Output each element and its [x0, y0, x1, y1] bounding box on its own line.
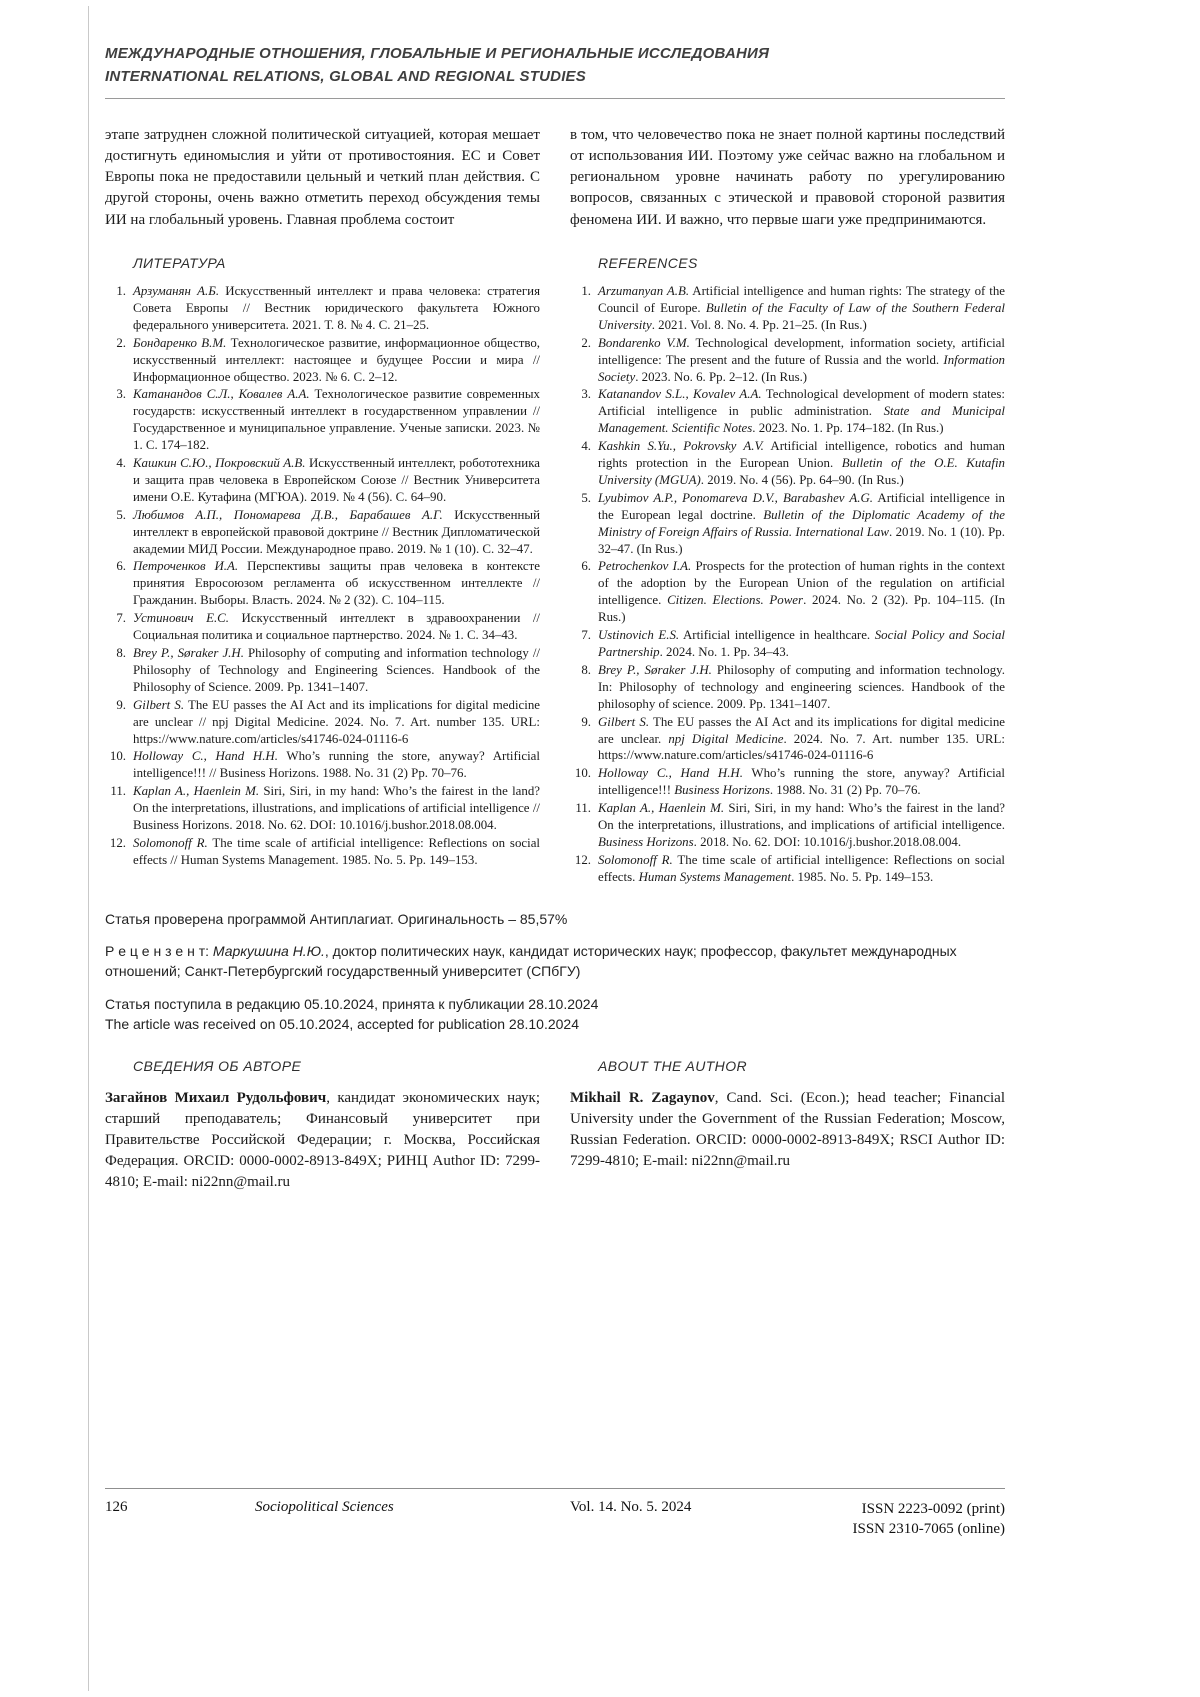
reference-item	[570, 283, 1005, 334]
literature-item	[105, 748, 540, 782]
item-plain-segment: Who’s running the store, anyway? Artificial intelligence!!!	[598, 766, 1005, 798]
reference-item	[570, 335, 1005, 386]
left-column	[105, 125, 540, 887]
item-number: 10.	[109, 749, 126, 764]
item-italic-segment: Bulletin of the Faculty of Law of the Southern Federal University	[598, 300, 1005, 332]
journal-title: Sociopolitical Sciences	[255, 1499, 394, 1515]
references-heading: REFERENCES	[598, 254, 698, 271]
item-plain-segment: Prospects for the protection of human rights in the context of the adoption by the European Union of the regulation on artificial intelligence.	[598, 559, 1005, 608]
item-number: 9.	[581, 714, 591, 729]
reference-item	[570, 852, 1005, 886]
item-plain-segment: . 2024. No. 1. Pp. 34–43.	[659, 645, 789, 660]
item-italic-segment: Arzumanyan A.B.	[598, 283, 690, 298]
reviewer-name: Маркушина Н.Ю.	[212, 943, 325, 959]
antiplagiat-note: Статья проверена программой Антиплагиат. Оригинальность – 85,57%	[105, 910, 568, 927]
item-italic-segment: Kashkin S.Yu., Pokrovsky A.V.	[598, 439, 764, 454]
item-plain-segment: . 2024. No. 2 (32). Pp. 104–115. (In Rus.)	[598, 593, 1006, 625]
item-number: 6.	[581, 559, 591, 574]
item-plain-segment: Artificial intelligence in the European legal doctrine.	[598, 490, 1005, 522]
literature-item	[105, 610, 540, 644]
item-number: 4.	[581, 439, 591, 454]
left-margin-rule	[88, 6, 89, 1691]
item-text	[133, 283, 540, 334]
item-number: 1.	[116, 283, 126, 298]
running-head	[105, 0, 1005, 99]
item-italic-segment: Brey P., Søraker J.H.	[133, 646, 244, 661]
item-italic-segment: npj Digital Medicine	[668, 731, 784, 746]
item-italic-segment: Kaplan A., Haenlein M.	[598, 801, 725, 816]
literature-heading: ЛИТЕРАТУРА	[133, 254, 226, 271]
item-text	[133, 697, 540, 748]
literature-item	[105, 558, 540, 609]
item-text	[598, 386, 1005, 437]
item-number: 4.	[116, 456, 126, 471]
item-number: 10.	[574, 766, 591, 781]
author-heading-en: ABOUT THE AUTHOR	[598, 1058, 747, 1075]
item-number: 12.	[574, 852, 591, 867]
item-number: 9.	[116, 697, 126, 712]
item-text	[598, 627, 1005, 661]
author-info-ru	[105, 1088, 540, 1193]
item-plain-segment: Artificial intelligence in healthcare.	[679, 628, 875, 643]
literature-item	[105, 507, 540, 558]
item-number: 7.	[116, 611, 126, 626]
item-italic-segment: Social Policy and Social Partnership	[598, 628, 1006, 660]
item-italic-segment: Information Society	[598, 352, 1005, 384]
item-plain-segment: . 2023. No. 6. Pp. 2–12. (In Rus.)	[635, 369, 808, 384]
item-italic-segment: Bulletin of the Diplomatic Academy of the Ministry of Foreign Affairs of Russia. International Law	[598, 507, 1005, 539]
item-number: 3.	[116, 387, 126, 402]
item-italic-segment: Lyubimov A.P., Ponomareva D.V., Barabashev A.G.	[598, 490, 874, 505]
item-italic-segment: Устинович Е.С.	[133, 611, 229, 626]
literature-item	[105, 386, 540, 454]
item-plain-segment: Who’s running the store, anyway? Artificial intelligence!!! // Business Horizons. 1988. No. 31 (2) Pp. 70–76.	[133, 749, 540, 781]
author-section	[105, 1058, 1005, 1193]
volume-info: Vol. 14. No. 5. 2024	[570, 1499, 692, 1515]
issn-block	[853, 1499, 1006, 1540]
item-plain-segment: The time scale of artificial intelligence: Reflections on social effects // Human Systems Management. 1985. No. 5. Pp. 149–153.	[133, 835, 540, 867]
item-italic-segment: Business Horizons	[674, 783, 770, 798]
content-area	[105, 0, 1005, 1193]
item-italic-segment: Gilbert S.	[133, 697, 185, 712]
item-text	[598, 800, 1005, 851]
literature-item	[105, 335, 540, 386]
item-plain-segment: Artificial intelligence and human rights: The strategy of the Council of Europe.	[598, 283, 1005, 315]
item-text	[133, 558, 540, 609]
item-plain-segment: Перспективы защиты прав человека в контексте принятия Евросоюзом регламента об искусственном интеллекте // Гражданин. Выборы. Власть. 2024. № 2 (32). С. 104–115.	[133, 559, 540, 608]
page-number: 126	[105, 1499, 128, 1515]
item-italic-segment: Ustinovich E.S.	[598, 628, 680, 643]
item-text	[133, 783, 540, 834]
item-italic-segment: Bondarenko V.M.	[598, 335, 690, 350]
item-text	[133, 455, 540, 506]
item-number: 12.	[109, 835, 126, 850]
footer-row	[105, 1499, 1005, 1540]
reference-item	[570, 558, 1005, 626]
reference-item	[570, 800, 1005, 851]
item-number: 8.	[116, 646, 126, 661]
item-plain-segment: Philosophy of computing and information technology // Philosophy of Technology and Engineering Sciences. Handbook of the Philosophy of Science. 2009. Pp. 1341–1407.	[133, 646, 540, 694]
item-plain-segment: The EU passes the AI Act and its implications for digital medicine are unclear.	[598, 714, 1005, 746]
author-name-en: Mikhail R. Zagaynov	[570, 1090, 715, 1107]
item-plain-segment: . 1988. No. 31 (2) Pp. 70–76.	[769, 783, 921, 798]
item-number: 5.	[581, 490, 591, 505]
item-italic-segment: Арзуманян А.Б.	[133, 283, 220, 298]
running-head-en: INTERNATIONAL RELATIONS, GLOBAL AND REGIONAL STUDIES	[105, 68, 586, 86]
issn-online: ISSN 2310-7065 (online)	[852, 1521, 1005, 1538]
literature-item	[105, 783, 540, 834]
item-number: 5.	[116, 507, 126, 522]
item-plain-segment: Siri, Siri, in my hand: Who’s the fairest in the land? On the interpretations, illustrations, and implications of artificial intelligence // Business Horizons. 2018. No. 62. DOI: 10.1016/j.bushor.2018.08.004.	[133, 784, 540, 833]
author-info-en	[570, 1088, 1005, 1172]
item-italic-segment: Brey P., Søraker J.H.	[598, 662, 712, 677]
item-italic-segment: Катанандов С.Л., Ковалев А.А.	[133, 387, 310, 402]
item-plain-segment: Artificial intelligence, robotics and human rights protection in the European Union.	[598, 439, 1006, 471]
body-paragraph-right: в том, что человечество пока не знает полной картины последствий от использования ИИ. Поэтому уже сейчас важно на глобальном и региональном уровне начинать работу по урегулированию вопросов, связанных с этической и правовой стороной развития феномена ИИ. И важно, что первые шаги уже предпринимаются.	[570, 126, 1005, 228]
body-paragraph-left: этапе затруднен сложной политической ситуацией, которая мешает достигнуть единомыслия и уйти от противостояния. ЕС и Совет Европы пока не предоставили цельный и четкий план действия. С другой стороны, очень важно отметить переход обсуждения темы ИИ на глобальный уровень. Главная проблема состоит	[105, 126, 540, 228]
item-number: 1.	[581, 283, 591, 298]
author-column-ru	[105, 1058, 540, 1193]
author-column-en	[570, 1058, 1005, 1193]
literature-list	[105, 283, 540, 869]
item-italic-segment: Bulletin of the O.E. Kutafin University (MGUA)	[598, 456, 1005, 487]
item-text	[598, 335, 1005, 386]
header-rule	[105, 98, 1005, 99]
item-text	[133, 748, 540, 782]
page-footer	[105, 1488, 1005, 1540]
item-number: 8.	[581, 662, 591, 677]
item-italic-segment: Katanandov S.L., Kovalev A.A.	[598, 387, 762, 402]
item-italic-segment: Holloway C., Hand H.H.	[598, 766, 743, 781]
item-italic-segment: Петроченков И.А.	[133, 559, 239, 574]
item-text	[133, 335, 540, 386]
item-italic-segment: Бондаренко В.М.	[133, 335, 227, 350]
item-italic-segment: Solomonoff R.	[133, 835, 208, 850]
item-number: 7.	[581, 628, 591, 643]
item-italic-segment: Любимов А.П., Пономарева Д.В., Барабашев А.Г.	[133, 507, 443, 522]
literature-item	[105, 645, 540, 696]
item-text	[133, 507, 540, 558]
item-italic-segment: Human Systems Management	[638, 869, 792, 884]
item-text	[133, 835, 540, 869]
author-details-ru: , кандидат экономических наук; старший преподаватель; Финансовый университет при Правительстве Российской Федерации; г. Москва, Российская Федерация. ORCID: 0000-0002-8913-849X; РИНЦ Author ID: 7299-4810; E-mail: ni22nn@mail.ru	[105, 1090, 540, 1191]
item-italic-segment: Business Horizons	[598, 834, 694, 849]
item-plain-segment: . 2024. No. 7. Art. number 135. URL: https://www.nature.com/articles/s41746-024-01116-6	[598, 731, 1005, 763]
item-plain-segment: Технологическое развитие, информационное общество, искусственный интеллект: настоящее и будущее России и мира // Информационное общество. 2023. № 6. С. 2–12.	[133, 335, 540, 384]
main-columns	[105, 125, 1005, 887]
item-italic-segment: Solomonoff R.	[598, 852, 673, 867]
item-italic-segment: Kaplan A., Haenlein M.	[133, 784, 260, 799]
received-date-en: The article was received on 05.10.2024, accepted for publication 28.10.2024	[105, 1015, 579, 1032]
item-text	[598, 558, 1005, 626]
item-italic-segment: Citizen. Elections. Power	[667, 593, 804, 608]
item-text	[598, 852, 1005, 886]
item-text	[598, 714, 1005, 765]
item-italic-segment: Gilbert S.	[598, 714, 650, 729]
reference-item	[570, 490, 1005, 558]
item-plain-segment: The time scale of artificial intelligence: Reflections on social effects.	[598, 852, 1005, 884]
literature-item	[105, 835, 540, 869]
issn-print: ISSN 2223-0092 (print)	[861, 1501, 1005, 1517]
item-italic-segment: State and Municipal Management. Scientific Notes	[598, 404, 1005, 436]
reviewer-label: Р е ц е н з е н т:	[105, 943, 210, 959]
item-plain-segment: Искусственный интеллект в европейской правовой доктрине // Вестник Дипломатической академии МИД России. Международное право. 2019. № 1 (10). С. 32–47.	[133, 507, 540, 556]
author-heading-ru: СВЕДЕНИЯ ОБ АВТОРЕ	[133, 1058, 302, 1075]
reviewer-note	[105, 941, 1005, 982]
item-plain-segment: . 2023. No. 1. Pp. 174–182. (In Rus.)	[752, 421, 944, 436]
item-plain-segment: Технологическое развитие современных государств: искусственный интеллект в государственном управлении // Государственное и муниципальное управление. Ученые записки. 2023. № 1. С. 174–182.	[133, 387, 540, 453]
item-plain-segment: Siri, Siri, in my hand: Who’s the fairest in the land? On the interpretations, illustrations, and implications of artificial intelligence.	[598, 801, 1005, 833]
author-details-en: , Cand. Sci. (Econ.); head teacher; Financial University under the Government of the Russian Federation; Moscow, Russian Federation. ORCID: 0000-0002-8913-849X; RSCI Author ID: 7299-4810; E-mail: ni22nn@mail.ru	[570, 1090, 1005, 1170]
item-number: 6.	[116, 559, 126, 574]
reference-item	[570, 662, 1005, 713]
reviewer-details: , доктор политических наук, кандидат исторических наук; профессор, факультет международных отношений; Санкт-Петербургский государственный университет (СПбГУ)	[105, 943, 957, 980]
item-plain-segment: Philosophy of computing and information technology. In: Philosophy of technology and engineering sciences. Handbook of the philosophy of science. 2009. Pp. 1341–1407.	[598, 662, 1005, 711]
literature-item	[105, 697, 540, 748]
reference-item	[570, 765, 1005, 799]
item-plain-segment: Искусственный интеллект в здравоохранении // Социальная политика и социальное партнерство. 2024. № 1. С. 34–43.	[133, 611, 540, 643]
item-plain-segment: . 2021. Vol. 8. No. 4. Pp. 21–25. (In Rus.)	[651, 317, 867, 332]
item-number: 11.	[575, 801, 591, 816]
literature-item	[105, 283, 540, 334]
item-number: 3.	[581, 387, 591, 402]
item-number: 2.	[581, 335, 591, 350]
item-text	[133, 610, 540, 644]
item-plain-segment: . 1985. No. 5. Pp. 149–153.	[791, 869, 934, 884]
author-name-ru: Загайнов Михаил Рудольфович	[105, 1090, 327, 1107]
running-head-ru: МЕЖДУНАРОДНЫЕ ОТНОШЕНИЯ, ГЛОБАЛЬНЫЕ И РЕГИОНАЛЬНЫЕ ИССЛЕДОВАНИЯ	[105, 45, 770, 62]
reference-item	[570, 714, 1005, 765]
item-plain-segment: The EU passes the AI Act and its implications for digital medicine are unclear // npj Digital Medicine. 2024. No. 7. Art. number 135. URL: https://www.nature.com/articles/s41746-024-01116-6	[133, 697, 540, 746]
article-meta	[105, 909, 1005, 1034]
item-text	[133, 645, 540, 696]
reference-item	[570, 627, 1005, 661]
item-number: 2.	[116, 335, 126, 350]
item-plain-segment: Искусственный интеллект и права человека: стратегия Совета Европы // Вестник юридического факультета Южного федерального университета. 2021. Т. 8. № 4. С. 21–25.	[133, 283, 540, 332]
item-text	[598, 438, 1005, 489]
received-date-ru: Статья поступила в редакцию 05.10.2024, принята к публикации 28.10.2024	[105, 995, 599, 1012]
item-italic-segment: Petrochenkov I.A.	[598, 559, 692, 574]
item-text	[133, 386, 540, 454]
item-number: 11.	[110, 784, 126, 799]
item-text	[598, 490, 1005, 558]
item-italic-segment: Holloway C., Hand H.H.	[133, 749, 278, 764]
item-italic-segment: Кашкин С.Ю., Покровский А.В.	[133, 456, 306, 471]
right-column	[570, 125, 1005, 887]
item-plain-segment: . 2018. No. 62. DOI: 10.1016/j.bushor.2018.08.004.	[693, 834, 962, 849]
item-plain-segment: Technological development, information society, artificial intelligence: The present and the future of Russia and the world.	[598, 335, 1005, 367]
item-plain-segment: Technological development of modern states: Artificial intelligence in public administration.	[598, 387, 1005, 419]
item-plain-segment: Искусственный интеллект, робототехника и защита прав человека в Европейском Союзе // Вестник Университета имени О.Е. Кутафина (МГЮА). 2019. № 4 (56). С. 64–90.	[133, 456, 540, 504]
reference-item	[570, 386, 1005, 437]
item-plain-segment: . 2019. No. 1 (10). Pp. 32–47. (In Rus.)	[598, 524, 1005, 556]
item-text	[598, 765, 1005, 799]
literature-item	[105, 455, 540, 506]
item-plain-segment: . 2019. No. 4 (56). Pp. 64–90. (In Rus.)	[700, 472, 904, 487]
reference-item	[570, 438, 1005, 489]
item-text	[598, 283, 1005, 334]
references-list	[570, 283, 1005, 886]
item-text	[598, 662, 1005, 713]
